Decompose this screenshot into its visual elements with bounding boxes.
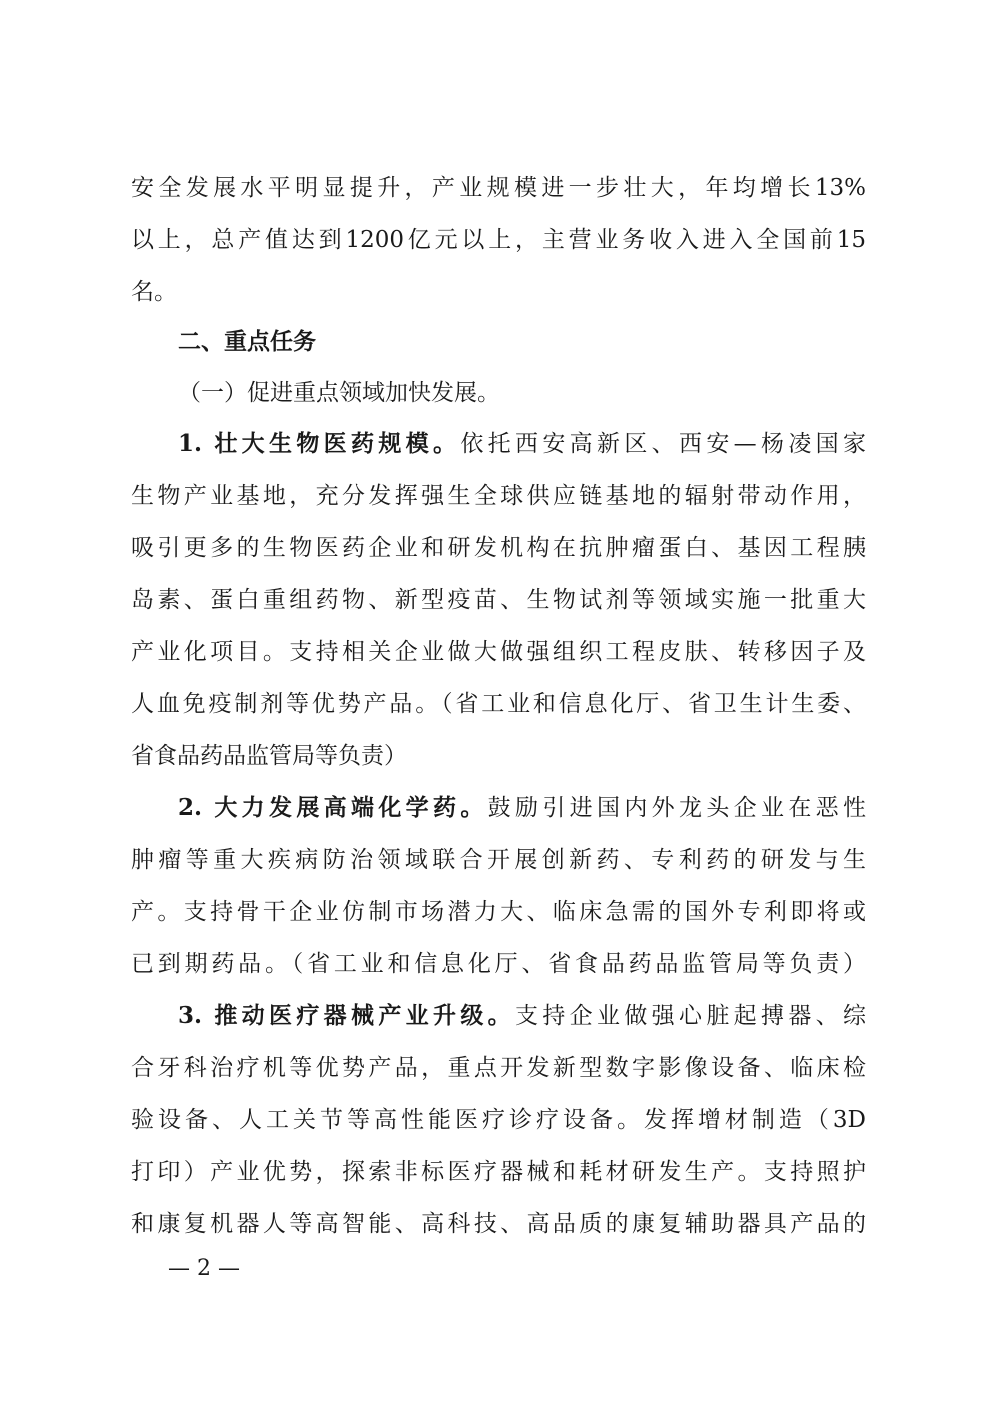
body-line-3 [131,276,866,308]
line-text: 和康复机器人等高智能、高科技、高品质的康复辅助器具产品的 [131,1211,866,1237]
line-text: 岛素、蛋白重组药物、新型疫苗、生物试剂等领域实施一批重大 [131,587,866,613]
body-line-1 [131,172,866,204]
body-line-9 [131,584,866,616]
item-1-title: 1. 壮大生物医药规模。 [178,430,461,457]
body-line-20 [131,1156,866,1188]
line-text: 以上，总产值达到1200亿元以上，主营业务收入进入全国前15 [131,227,866,253]
body-line-12 [131,740,866,772]
item-3-title-line [178,1000,866,1032]
line-text: 已到期药品。（省工业和信息化厅、省食品药品监管局等负责） [131,951,866,977]
body-line-11 [131,688,866,720]
line-text: 产。支持骨干企业仿制市场潜力大、临床急需的国外专利即将或 [131,899,866,925]
body-line-8 [131,532,866,564]
line-text: 打印）产业优势，探索非标医疗器械和耗材研发生产。支持照护 [131,1159,866,1185]
body-line-2 [131,224,866,256]
body-line-7 [131,480,866,512]
line-text: 名。 [131,279,177,305]
subsection-heading [178,377,866,409]
item-2-title-line [178,792,866,824]
body-line-18 [131,1052,866,1084]
line-text: 支持企业做强心脏起搏器、综 [515,1003,866,1029]
heading-text: 二、重点任务 [178,328,316,355]
line-text: 依托西安高新区、西安—杨凌国家 [460,431,866,457]
line-text: 合牙科治疗机等优势产品，重点开发新型数字影像设备、临床检 [131,1055,866,1081]
line-text: 肿瘤等重大疾病防治领域联合开展创新药、专利药的研发与生 [131,847,866,873]
line-text: 省食品药品监管局等负责） [131,743,407,769]
body-line-10 [131,636,866,668]
item-2-title: 2. 大力发展高端化学药。 [178,794,488,821]
body-line-16 [131,948,866,980]
line-text: 安全发展水平明显提升，产业规模进一步壮大，年均增长13% [131,175,866,201]
item-1-title-line [178,428,866,460]
subheading-text: （一）促进重点领域加快发展。 [178,380,500,406]
body-line-14 [131,844,866,876]
body-line-19 [131,1104,866,1136]
body-line-15 [131,896,866,928]
item-3-title: 3. 推动医疗器械产业升级。 [178,1002,516,1029]
line-text: 产业化项目。支持相关企业做大做强组织工程皮肤、转移因子及 [131,639,866,665]
line-text: 生物产业基地，充分发挥强生全球供应链基地的辐射带动作用， [131,483,866,509]
line-text: 人血免疫制剂等优势产品。（省工业和信息化厅、省卫生计生委、 [131,691,866,717]
line-text: 验设备、人工关节等高性能医疗诊疗设备。发挥增材制造（3D [131,1107,866,1133]
section-heading [178,326,866,358]
body-line-21 [131,1208,866,1240]
line-text: 鼓励引进国内外龙头企业在恶性 [487,795,866,821]
page-number: — 2 — [168,1256,240,1281]
line-text: 吸引更多的生物医药企业和研发机构在抗肿瘤蛋白、基因工程胰 [131,535,866,561]
